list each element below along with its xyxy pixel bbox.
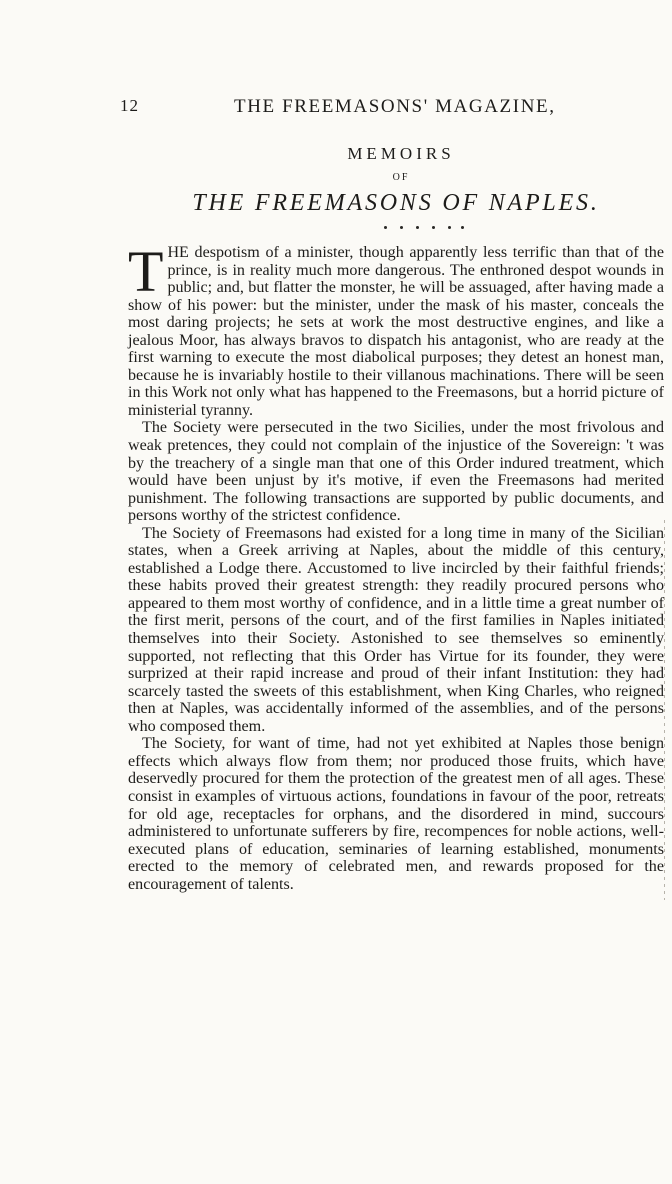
paragraph-4: The Society, for want of time, had not yet exhibited at Naples those benign effects which always flow from them; nor produced those fruits, which have deservedly procured for them the protection of the greatest men of all ages. These consist in examples of virtuous actions, foundations in favour of the poor, retreats for old age, receptacles for orphans, and the disordered in mind, succours administered to unfortunate sufferers by fire, recompences for noble actions, well-executed plans of education, seminaries of learning established, monuments erected to the memory of celebrated men, and rewards proposed for the encouragement of talents. — [128, 735, 664, 893]
heading-memoirs: MEMOIRS — [347, 144, 455, 163]
paragraph-2: The Society were persecuted in the two Sicilies, under the most frivolous and weak pretences, they could not complain of the injustice of the Sovereign: 't was by the treachery of a single man that one of this Order indured treatment, which would have been unjust by it's motive, if even the Freemasons had merited punishment. The following transactions are supported by public documents, and persons worthy of the strictest confidence. — [128, 419, 664, 525]
page-number: 12 — [120, 96, 139, 115]
heading-of: OF — [392, 172, 410, 183]
article-body — [128, 239, 664, 893]
article-title: THE FREEMASONS OF NAPLES. — [192, 190, 600, 216]
paragraph-1-text: HE despotism of a minister, though apparently less terrific than that of the prince, is in reality much more dangerous. The enthroned despot wounds in public; and, but flatter the monster, he will be assuaged, after having made a show of his power: but the minister, under the mask of his master, conceals the most daring projects; he sets at work the most destructive engines, and like a jealous Moor, has always bravos to dispatch his antagonist, who are ready at the first warning to execute the most diabolical purposes; they detest an honest man, because he is invariably hostile to their villanous machinations. There will be seen in this Work not only what has happened to the Freemasons, but a horrid picture of ministerial tyranny. — [128, 244, 664, 419]
journal-title: THE FREEMASONS' MAGAZINE, — [234, 96, 556, 117]
paragraph-1 — [128, 239, 664, 419]
title-ornament-rule — [384, 226, 464, 230]
paragraph-3: The Society of Freemasons had existed for a long time in many of the Sicilian states, when a Greek arriving at Naples, about the middle of this century, established a Lodge there. Accustomed to live incircled by their faithful friends; these habits proved their greatest strength: they readily procured persons who appeared to them most worthy of confidence, and in a little time a great number of the first merit, persons of the court, and of the first families in Naples initiated themselves into their Society. Astonished to see themselves so eminently supported, not reflecting that this Order has Virtue for its founder, they were surprized at their rapid increase and proud of their infant Institution: they had scarcely tasted the sweets of this establishment, when King Charles, who reigned then at Naples, was accidentally informed of the assemblies, and of the persons who composed them. — [128, 524, 664, 735]
running-head — [120, 96, 665, 122]
margin-dotted-rule — [664, 520, 665, 900]
drop-cap: T — [128, 239, 164, 304]
